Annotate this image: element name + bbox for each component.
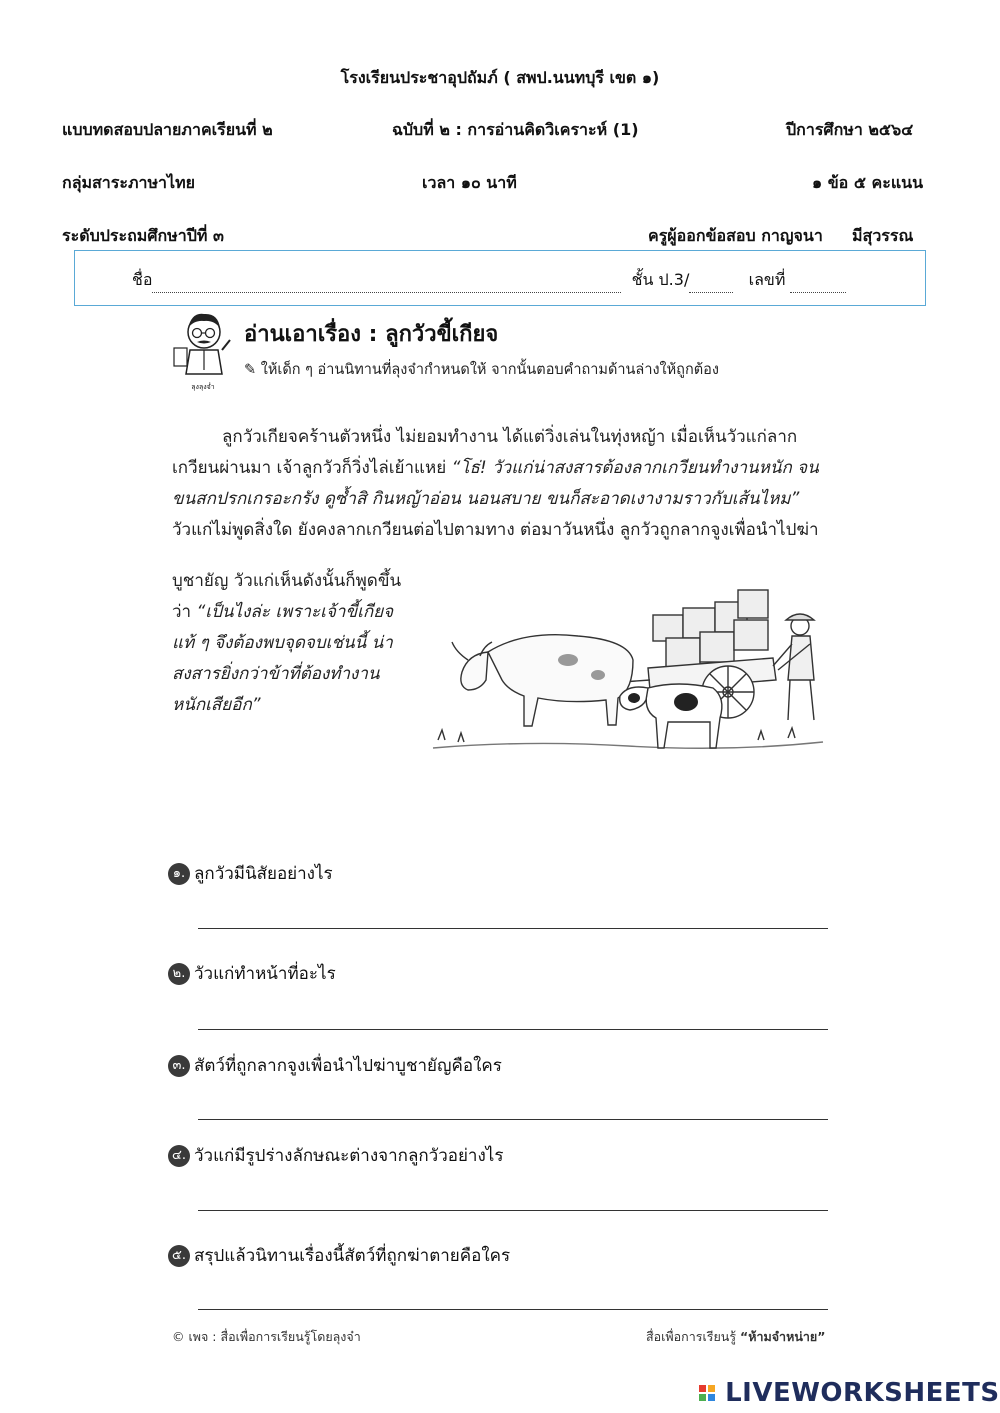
footer-notice-bold: “ห้ามจำหน่าย” <box>740 1329 826 1344</box>
teacher-name: ครูผู้ออกข้อสอบ กาญจนา <box>648 226 823 245</box>
story-line <box>172 597 422 628</box>
class-input[interactable] <box>689 272 733 293</box>
instruction-row <box>244 358 719 381</box>
answer-line-1[interactable] <box>198 928 828 929</box>
ox-cart-illustration <box>428 580 828 760</box>
story-paragraph-column <box>172 566 422 721</box>
point-rule: ๑ ข้อ ๕ คะแนน <box>812 173 924 192</box>
story-line: บูชายัญ วัวแก่เห็นดังนั้นก็พูดขึ้น <box>172 571 402 591</box>
instruction-text: ให้เด็ก ๆ อ่านนิทานที่ลุงจ๋ากำหนดให้ จากนั้นตอบคำถามด้านล่างให้ถูกต้อง <box>260 362 719 378</box>
footer-notice-text: สื่อเพื่อการเรียนรู้ <box>646 1329 741 1344</box>
name-input[interactable] <box>152 272 621 293</box>
story-line-part: เกวียนผ่านมา เจ้าลูกวัวก็วิ่งไล่เย้าแหย่ <box>172 458 452 478</box>
teacher-surname: มีสุวรรณ <box>852 226 914 245</box>
question-text: ลูกวัวมีนิสัยอย่างไร <box>194 864 333 884</box>
academic-year: ปีการศึกษา ๒๕๖๔ <box>786 120 914 139</box>
number-label: เลขที่ <box>748 270 786 289</box>
answer-line-4[interactable] <box>198 1210 828 1211</box>
question-3 <box>168 1052 502 1079</box>
question-text: วัวแก่ทำหน้าที่อะไร <box>194 964 336 984</box>
exam-type: แบบทดสอบปลายภาคเรียนที่ ๒ <box>62 120 273 139</box>
number-input[interactable] <box>790 272 846 293</box>
name-label: ชื่อ <box>132 270 153 289</box>
question-5 <box>168 1242 510 1269</box>
story-quote-line: แท้ ๆ จึงต้องพบจุดจบเช่นนี้ น่า <box>172 633 393 653</box>
story-line: ลูกวัวเกียจคร้านตัวหนึ่ง ไม่ยอมทำงาน ได้แต่วิ่งเล่นในทุ่งหญ้า เมื่อเห็นวัวแก่ลาก <box>222 427 798 447</box>
question-2 <box>168 960 336 987</box>
question-number-badge: ๕. <box>168 1245 190 1267</box>
story-line-part: ว่า <box>172 602 197 622</box>
question-number-badge: ๒. <box>168 963 190 985</box>
question-4 <box>168 1142 503 1169</box>
question-number-badge: ๔. <box>168 1145 190 1167</box>
question-number-badge: ๓. <box>168 1055 190 1077</box>
exam-edition: ฉบับที่ ๒ : การอ่านคิดวิเคราะห์ (1) <box>392 120 639 139</box>
logo-squares-icon <box>698 1384 720 1402</box>
story-quote: “โธ่! วัวแก่น่าสงสารต้องลากเกวียนทำงานหนัก จน <box>451 458 819 478</box>
question-text: วัวแก่มีรูปร่างลักษณะต่างจากลูกวัวอย่างไร <box>194 1146 504 1166</box>
class-label: ชั้น ป.3/ <box>631 270 690 289</box>
school-name: โรงเรียนประชาอุปถัมภ์ ( สพป.นนทบุรี เขต ๑) <box>340 68 660 87</box>
story-quote: “เป็นไงล่ะ เพราะเจ้าขี้เกียจ <box>196 602 394 622</box>
grade-level: ระดับประถมศึกษาปีที่ ๓ <box>62 226 224 245</box>
brand-name: LIVEWORKSHEETS <box>725 1378 1000 1408</box>
footer-credit: © เพจ : สื่อเพื่อการเรียนรู้โดยลุงจ๋า <box>172 1329 361 1344</box>
story-line: วัวแก่ไม่พูดสิ่งใด ยังคงลากเกวียนต่อไปตามทาง ต่อมาวันหนึ่ง ลูกวัวถูกลากจูงเพื่อนำไปฆ่า <box>172 520 819 540</box>
question-text: สรุปแล้วนิทานเรื่องนี้สัตว์ที่ถูกฆ่าตายคือใคร <box>194 1246 511 1266</box>
subject-group: กลุ่มสาระภาษาไทย <box>62 173 196 192</box>
footer-notice <box>646 1327 825 1347</box>
answer-line-2[interactable] <box>198 1029 828 1030</box>
mascot-caption: ลุงลุงจ่ำ <box>191 383 215 391</box>
story-title: อ่านเอาเรื่อง : ลูกวัวขี้เกียจ <box>244 322 499 347</box>
mascot-image <box>170 310 236 390</box>
story-quote-line: สงสารยิ่งกว่าข้าที่ต้องทำงาน <box>172 664 380 684</box>
story-quote-line: ขนสกปรกเกรอะกรัง ดูซ้ำสิ กินหญ้าอ่อน นอนสบาย ขนก็สะอาดเงางามราวกับเส้นไหม” <box>172 489 800 509</box>
question-text: สัตว์ที่ถูกลากจูงเพื่อนำไปฆ่าบูชายัญคือใคร <box>194 1056 502 1076</box>
time-limit: เวลา ๑๐ นาที <box>422 173 517 192</box>
answer-line-5[interactable] <box>198 1309 828 1310</box>
pencil-icon: ✎ <box>244 362 257 378</box>
question-1 <box>168 860 333 887</box>
liveworksheets-logo <box>698 1378 1000 1408</box>
name-row <box>132 268 846 293</box>
story-line <box>172 453 832 484</box>
story-quote-line: หนักเสียอีก” <box>172 695 261 715</box>
answer-line-3[interactable] <box>198 1119 828 1120</box>
question-number-badge: ๑. <box>168 863 190 885</box>
story-paragraph <box>172 422 832 546</box>
